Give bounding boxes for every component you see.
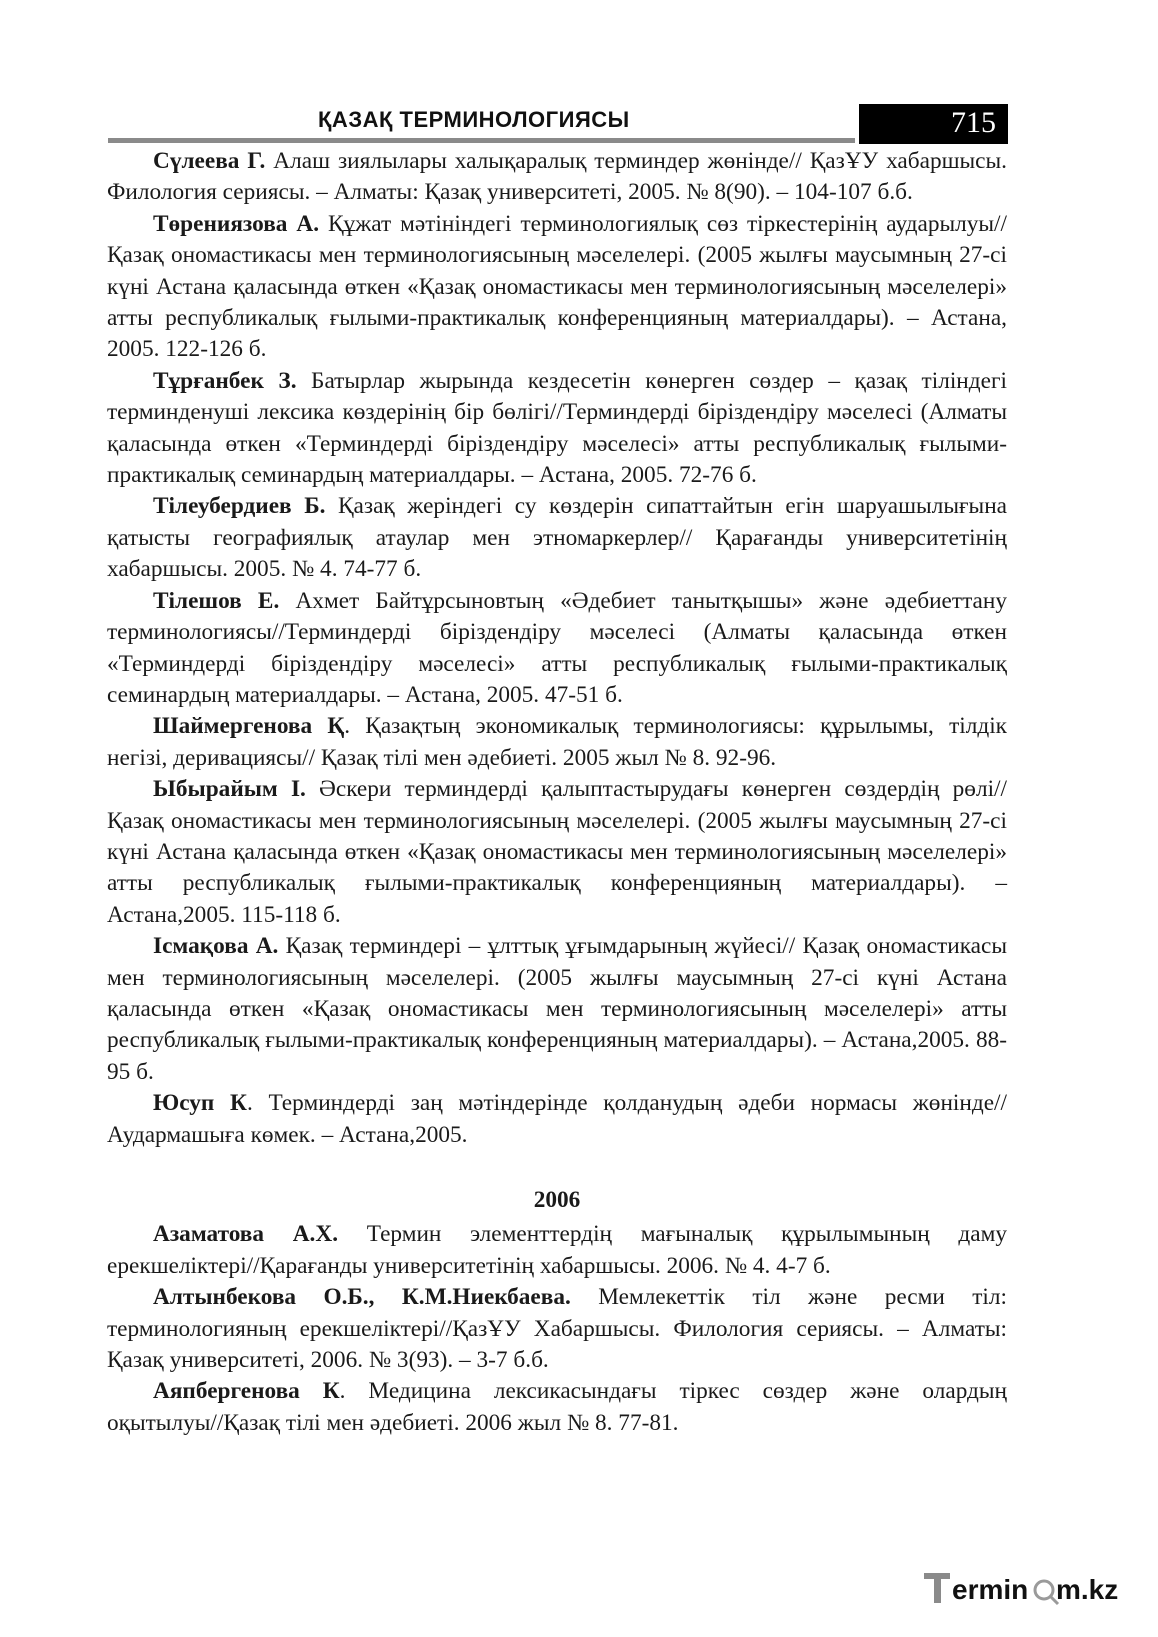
- entry-author: Тілешов Е.: [153, 587, 280, 614]
- entry-citation: Алаш зиялылары халықаралық терминдер жөнінде// ҚазҰУ хабаршысы. Филология сериясы. – Алматы: Қазақ университеті, 2005. № 8(90). – 104-107 б.б.: [107, 148, 1007, 206]
- termincom-logo-icon: [922, 1563, 1136, 1611]
- entry-author: Азаматова А.Х.: [153, 1221, 339, 1248]
- bibliography-entry: [107, 1088, 1007, 1151]
- entry-author: Юсуп К: [153, 1090, 247, 1117]
- entry-citation: . Қазақтың экономикалық терминологиясы: құрылымы, тілдік негізі, деривациясы// Қазақ тілі мен әдебиеті. 2005 жыл № 8. 92-96.: [107, 713, 1007, 771]
- entry-citation: Батырлар жырында кездесетін көнерген сөздер – қазақ тіліндегі терминденуші лексика көздерінің бір бөлігі//Терминдерді біріздендіру мәселесі (Алматы қаласында өткен «Терминдерді біріздендіру мәселесі» атты республикалық ғылыми-практикалық семинардың материалдары. – Астана, 2005. 72-76 б.: [107, 367, 1007, 489]
- entry-citation: Әскери терминдерді қалыптастырудағы көнерген сөздердің рөлі//Қазақ ономастикасы мен терминологиясының мәселелері. (2005 жылғы маусымның 27-сі күні Астана қаласында өткен «Қазақ ономастикасы мен терминологиясының мәселелері» атты республикалық ғылыми-практикалық конференцияның материалдары). – Астана,2005. 115-118 б.: [107, 776, 1007, 928]
- bibliography-entry: [107, 774, 1007, 931]
- entry-citation: Құжат мәтініндегі терминологиялық сөз тіркестерінің аударылуы//Қазақ ономастикасы мен терминологиясының мәселелері. (2005 жылғы маусымның 27-сі күні Астана қаласында өткен «Қазақ ономастикасы мен терминологиясының мәселелері» атты республикалық ғылыми-практикалық конференцияның материалдары). – Астана, 2005. 122-126 б.: [107, 210, 1007, 363]
- entry-author: Тұрғанбек З.: [153, 367, 297, 394]
- entry-author: Шаймергенова Қ: [153, 713, 345, 740]
- bibliography-entry: [107, 146, 1007, 209]
- bibliography-entry: [107, 711, 1007, 774]
- bibliography-entry: [107, 491, 1007, 585]
- page-number: 715: [951, 106, 996, 139]
- entry-author: Алтынбекова О.Б., К.М.Ниекбаева.: [153, 1284, 571, 1311]
- entry-author: Аяпбергенова К: [153, 1378, 340, 1405]
- entry-author: Тілеубердиев Б.: [153, 493, 326, 520]
- bibliography-list-2006: [107, 1219, 1007, 1439]
- entry-author: Ісмақова А.: [153, 933, 279, 960]
- bibliography-content: [107, 146, 1007, 1439]
- entry-author: Сүлеева Г.: [153, 148, 266, 174]
- entry-citation: . Медицина лексикасындағы тіркес сөздер және олардың оқытылуы//Қазақ тілі мен әдебиеті. 2006 жыл № 8. 77-81.: [107, 1378, 1008, 1436]
- page-number-box: [859, 104, 1008, 144]
- svg-text:ermin: ermin: [952, 1574, 1029, 1605]
- year-heading: 2006: [533, 1187, 581, 1213]
- bibliography-entry: [107, 209, 1007, 366]
- bibliography-entry: [107, 366, 1007, 492]
- entry-author: Ыбырайым І.: [153, 776, 306, 803]
- bibliography-entry: [107, 1376, 1007, 1439]
- svg-text:m.kz: m.kz: [1056, 1574, 1119, 1605]
- bibliography-list-2005: [107, 146, 1007, 1151]
- entry-citation: . Терминдерді заң мәтіндерінде қолданудың әдеби нормасы жөнінде// Аудармашыға көмек. – Астана,2005.: [107, 1090, 1007, 1148]
- entry-citation: Ахмет Байтұрсыновтың «Әдебиет танытқышы» және әдебиеттану терминологиясы//Терминдерді біріздендіру мәселесі (Алматы қаласында өткен «Терминдерді біріздендіру мәселесі» атты республикалық ғылыми-практикалық семинардың материалдары. – Астана, 2005. 47-51 б.: [107, 587, 1007, 708]
- entry-author: Төрениязова А.: [153, 210, 320, 237]
- bibliography-entry: [107, 1219, 1007, 1282]
- running-header: [108, 104, 1008, 144]
- header-title: ҚАЗАҚ ТЕРМИНОЛОГИЯСЫ: [318, 107, 630, 132]
- termincom-watermark: [922, 1563, 1136, 1611]
- entry-citation: Термин элементтердің мағыналық құрылымының даму ерекшеліктері//Қарағанды университетінің хабаршысы. 2006. № 4. 4-7 б.: [107, 1221, 1007, 1279]
- bibliography-entry: [107, 931, 1007, 1088]
- entry-citation: Қазақ жеріндегі су көздерін сипаттайтын егін шаруашылығына қатысты географиялық атаулар мен этномаркерлер// Қарағанды университетінің хабаршысы. 2005. № 4. 74-77 б.: [107, 493, 1008, 583]
- header-rule: [108, 138, 855, 143]
- bibliography-entry: [107, 1282, 1007, 1376]
- entry-citation: Мемлекеттік тіл және ресми тіл: терминологияның ерекшеліктері//ҚазҰУ Хабаршысы. Филология сериясы. – Алматы: Қазақ университеті, 2006. № 3(93). – 3-7 б.б.: [107, 1284, 1007, 1374]
- bibliography-entry: [107, 586, 1007, 712]
- entry-citation: Қазақ терминдері – ұлттық ұғымдарының жүйесі// Қазақ ономастикасы мен терминологиясының мәселелері. (2005 жылғы маусымның 27-сі күні Астана қаласында өткен «Қазақ ономастикасы мен терминологиясының мәселелері» атты республикалық ғылыми-практикалық конференцияның материалдары). – Астана,2005. 88-95 б.: [107, 933, 1007, 1085]
